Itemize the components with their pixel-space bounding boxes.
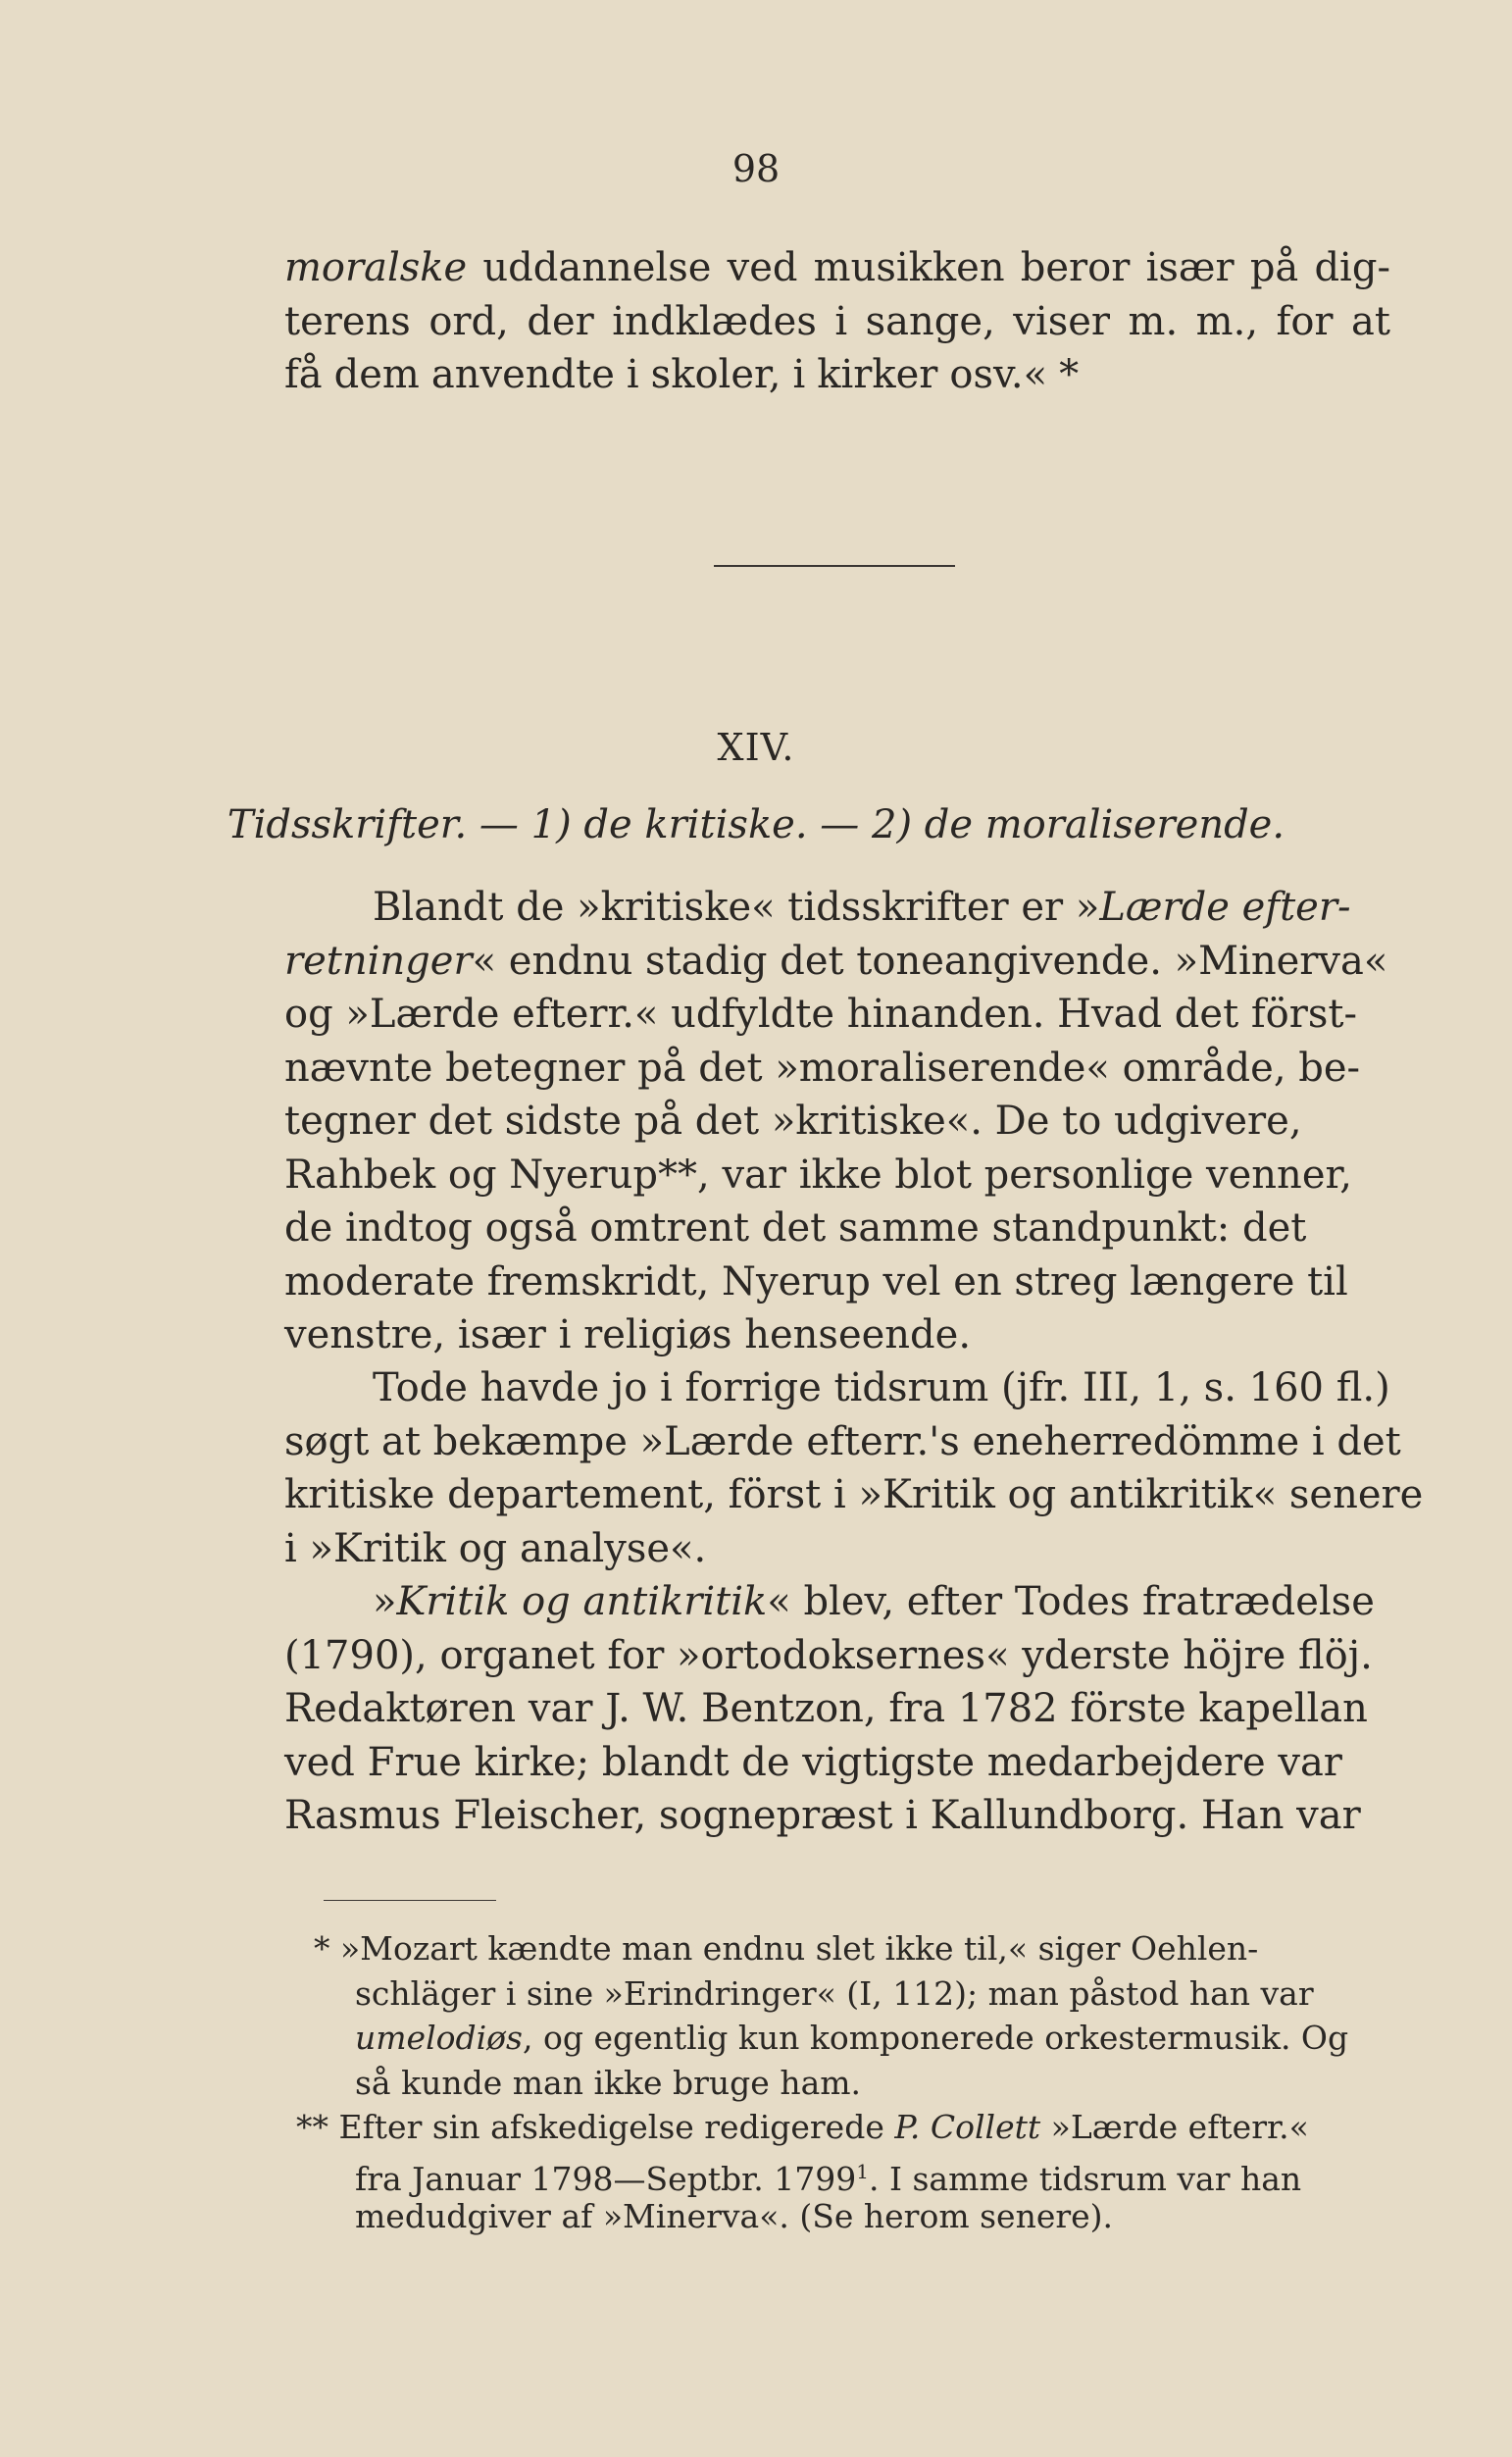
chapter-numeral: XIV. xyxy=(717,726,795,769)
text-line: moderate fremskridt, Nyerup vel en streg længere til xyxy=(284,1258,1348,1305)
text-line: ved Frue kirke; blandt de vigtigste medarbejdere var xyxy=(284,1739,1342,1785)
footnote-1-line: umelodiøs, og egentlig kun komponerede orkestermusik. Og xyxy=(355,2019,1349,2057)
text-line: kritiske departement, först i »Kritik og antikritik« senere xyxy=(284,1472,1424,1517)
text-line: Rasmus Fleischer, sognepræst i Kallundborg. Han var xyxy=(284,1793,1361,1838)
chapter-subtitle: Tidsskrifter. — 1) de kritiske. — 2) de moraliserende. xyxy=(227,802,1285,847)
text-line: terens ord, der indklædes i sange, viser m. m., for at xyxy=(284,298,1390,344)
footnote-2-line: medudgiver af »Minerva«. (Se herom senere). xyxy=(355,2197,1114,2235)
text-line: venstre, især i religiøs henseende. xyxy=(284,1312,972,1357)
text-line: Blandt de »kritiske« tidsskrifter er »Lærde efter- xyxy=(373,885,1351,930)
footnote-divider xyxy=(324,1900,496,1901)
text-line: tegner det sidste på det »kritiske«. De to udgivere, xyxy=(284,1099,1302,1144)
continuation-paragraph xyxy=(284,241,1390,402)
paragraph-3 xyxy=(284,1575,1390,1843)
footnote-marker: * xyxy=(1059,352,1080,397)
text-line: retninger« endnu stadig det toneangivende. »Minerva« xyxy=(284,938,1388,984)
text-line: Tode havde jo i forrige tidsrum (jfr. III, 1, s. 160 fl.) xyxy=(373,1365,1390,1410)
text-line: de indtog også omtrent det samme standpunkt: det xyxy=(284,1205,1307,1251)
text-line: få dem anvendte i skoler, i kirker osv.« * xyxy=(284,348,1390,402)
text-line: i »Kritik og analyse«. xyxy=(284,1525,707,1571)
text-line: og »Lærde efterr.« udfyldte hinanden. Hvad det först- xyxy=(284,992,1357,1037)
footnotes xyxy=(284,1926,1390,2239)
text-line: »Kritik og antikritik« blev, efter Todes fratrædelse xyxy=(373,1579,1375,1624)
footnote-2-line: ** Efter sin afskedigelse redigerede P. Collett »Lærde efterr.« xyxy=(296,2108,1309,2146)
paragraph-1 xyxy=(284,881,1390,1362)
footnote-1-line: * »Mozart kændte man endnu slet ikke til,« siger Oehlen- xyxy=(314,1929,1259,1968)
text-line: nævnte betegner på det »moraliserende« område, be- xyxy=(284,1045,1361,1091)
text-line: søgt at bekæmpe »Lærde efterr.'s eneherredömme i det xyxy=(284,1418,1401,1464)
page-number: 98 xyxy=(731,147,781,190)
section-divider xyxy=(714,565,955,567)
text-line: Redaktøren var J. W. Bentzon, fra 1782 förste kapellan xyxy=(284,1686,1368,1731)
paragraph-2 xyxy=(284,1361,1424,1575)
footnote-1-line: schläger i sine »Erindringer« (I, 112); man påstod han var xyxy=(355,1973,1314,2013)
text-line: Rahbek og Nyerup**, var ikke blot personlige venner, xyxy=(284,1152,1352,1198)
footnote-1-line: så kunde man ikke bruge ham. xyxy=(355,2063,862,2102)
text-line: moralske uddannelse ved musikken beror især på dig- xyxy=(284,245,1390,290)
footnote-2-line: fra Januar 1798—Septbr. 1799$^1$. I samme tidsrum var han xyxy=(355,2159,1302,2198)
text-line: (1790), organet for »ortodoksernes« yderste höjre flöj. xyxy=(284,1632,1373,1678)
